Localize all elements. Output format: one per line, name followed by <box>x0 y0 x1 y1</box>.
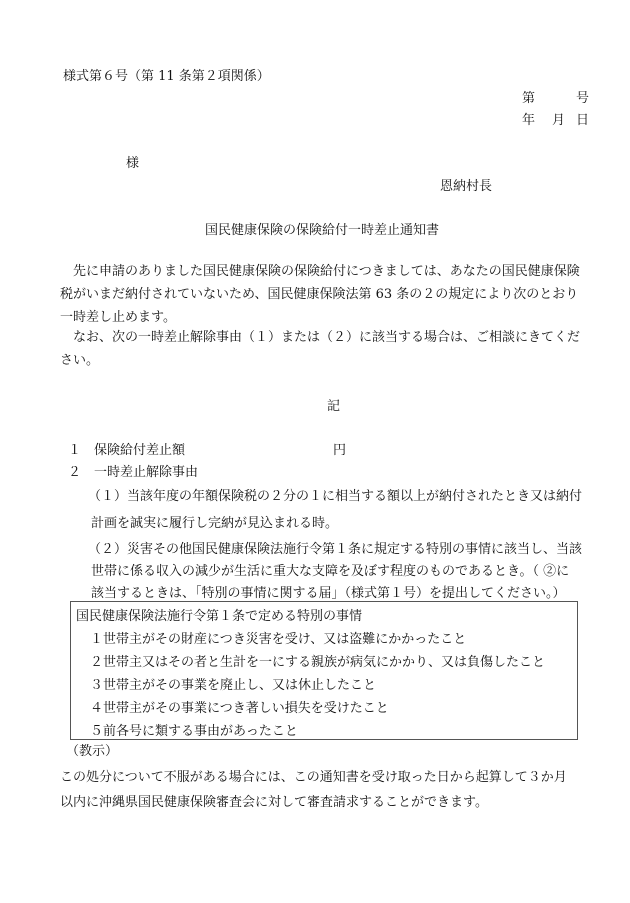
doc-number-go: 号 <box>576 91 590 106</box>
body-paragraph-1 <box>60 260 600 329</box>
special-box-line-1: １世帯主がその財産につき災害を受け、又は盗難にかかったこと <box>90 632 467 647</box>
item2-label: 一時差止解除事由 <box>94 465 199 480</box>
item1-unit: 円 <box>333 443 347 458</box>
reason2-line3: 該当するときは、「特別の事情に関する届」（様式第１号）を提出してください。） <box>91 586 566 601</box>
item1-number: １ <box>68 443 82 458</box>
date-month: 月 <box>552 113 566 128</box>
special-box-heading: 国民健康保険法施行令第１条で定める特別の事情 <box>76 609 363 624</box>
special-box-line-2: ２世帯主又はその者と生計を一にする親族が病気にかかり、又は負傷したこと <box>90 655 546 670</box>
body-para1-line2: 税がいまだ納付されていないため、国民健康保険法第 63 条の２の規定により次のとおり <box>60 287 579 302</box>
reason2-line1: （２）災害その他国民健康保険法施行令第１条に規定する特別の事情に該当し、当該 <box>88 542 583 557</box>
issuer-name: 恩納村長 <box>440 179 493 194</box>
item2-number: ２ <box>68 465 82 480</box>
doc-number-dai: 第 <box>522 91 536 106</box>
document-title: 国民健康保険の保険給付一時差止通知書 <box>205 223 440 238</box>
body-para1-line1: 先に申請のありました国民健康保険の保険給付につきましては、あなたの国民健康保険 <box>73 264 580 279</box>
item1-label: 保険給付差止額 <box>94 443 186 458</box>
special-box-line-3: ３世帯主がその事業を廃止し、又は休止したこと <box>90 678 377 693</box>
reason1-line1: （１）当該年度の年額保険税の２分の１に相当する額以上が納付されたとき又は納付 <box>88 489 583 504</box>
ki-heading: 記 <box>327 399 341 414</box>
special-box-line-4: ４世帯主がその事業につき著しい損失を受けたこと <box>90 701 389 716</box>
instruction-line1: この処分について不服がある場合には、この通知書を受け取った日から起算して３か月 <box>60 770 567 785</box>
instruction-line2: 以内に沖縄県国民健康保険審査会に対して審査請求することができます。 <box>60 795 488 810</box>
reason2-line2: 世帯に係る収入の減少が生活に重大な支障を及ぼす程度のものであるとき。（ ②に <box>91 564 570 579</box>
form-number: 様式第６号（第 11 条第２項関係） <box>63 69 270 84</box>
body-para2-line1: なお、次の一時差止解除事由（１）または（２）に該当する場合は、ご相談にきてくだ <box>73 330 581 345</box>
reason1-line2: 計画を誠実に履行し完納が見込まれる時。 <box>91 516 339 531</box>
special-box-line-5: ５前各号に類する事由があったこと <box>90 724 298 739</box>
instruction-label: （教示） <box>66 744 119 759</box>
body-para1-line3: 一時差し止めます。 <box>60 310 176 325</box>
date-year: 年 <box>522 113 536 128</box>
date-day: 日 <box>576 113 590 128</box>
body-paragraph-2 <box>60 326 600 372</box>
body-para2-line2: さい。 <box>60 353 100 368</box>
addressee-honorific: 様 <box>126 156 140 171</box>
